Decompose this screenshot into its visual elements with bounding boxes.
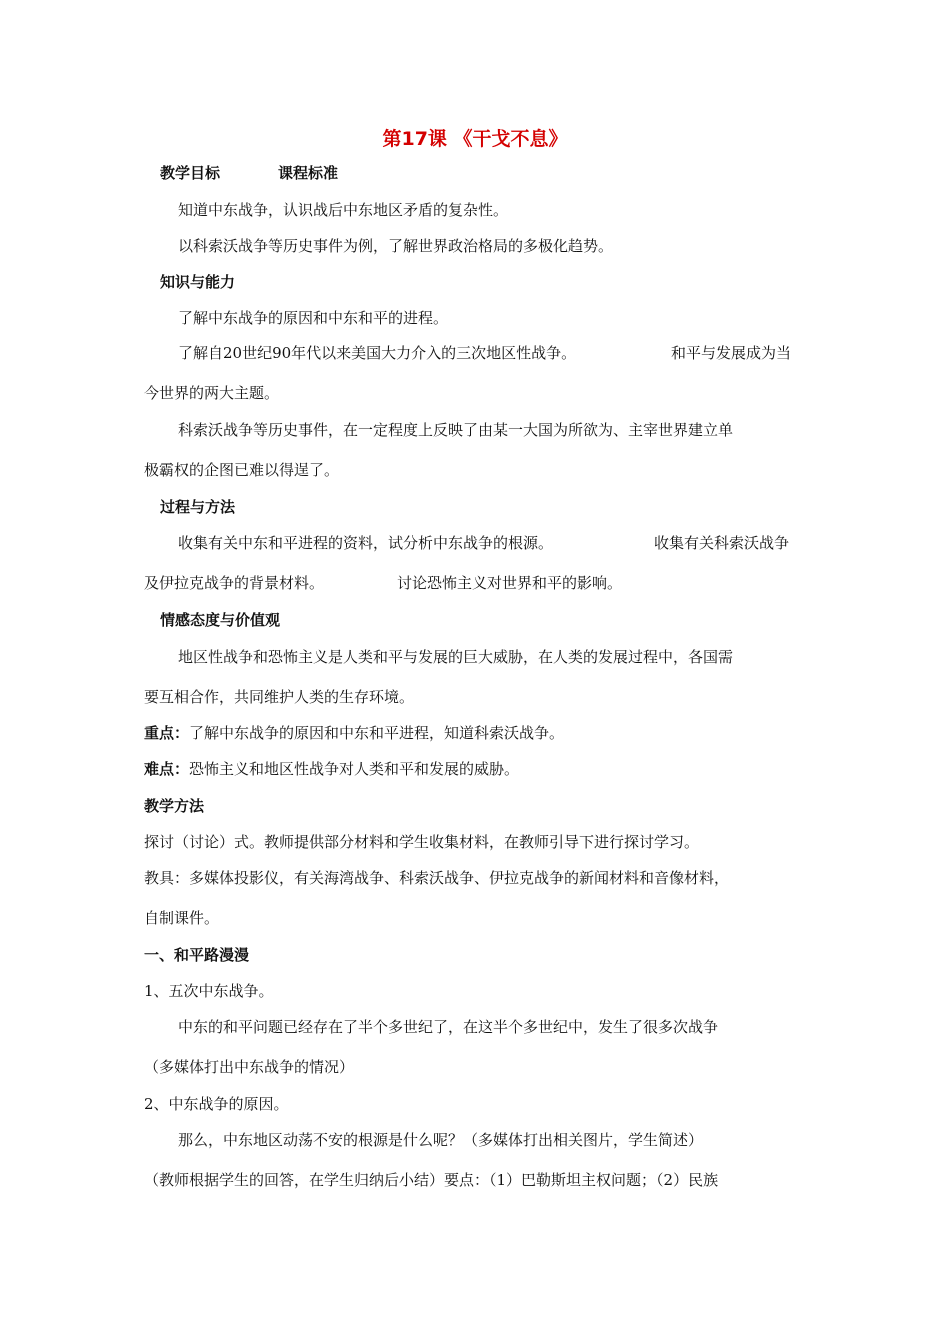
section1-heading: 一、和平路漫漫	[144, 946, 250, 964]
knowledge-p1: 了解中东战争的原因和中东和平的进程。	[178, 309, 449, 327]
method-p2a: 教具：多媒体投影仪，有关海湾战争、科索沃战争、伊拉克战争的新闻材料和音像材料，	[144, 869, 730, 887]
key-point-label: 重点：	[144, 724, 190, 742]
section1-item2-p2: （教师根据学生的回答，在学生归纳后小结）要点：（1）巴勒斯坦主权问题；（2）民族	[144, 1171, 719, 1189]
standard-line-2: 以科索沃战争等历史事件为例，了解世界政治格局的多极化趋势。	[178, 237, 614, 255]
attitude-p1a: 地区性战争和恐怖主义是人类和平与发展的巨大威胁，在人类的发展过程中，各国需	[178, 648, 734, 666]
process-p1b: 收集有关科索沃战争	[654, 534, 790, 552]
section1-item1: 1、五次中东战争。	[144, 982, 274, 1000]
difficulty-label: 难点：	[144, 760, 190, 778]
knowledge-heading: 知识与能力	[160, 273, 236, 291]
lesson-title: 第17课 《干戈不息》	[382, 128, 568, 150]
knowledge-p2c: 今世界的两大主题。	[144, 384, 280, 402]
method-p2b: 自制课件。	[144, 909, 220, 927]
standard-line-1: 知道中东战争，认识战后中东地区矛盾的复杂性。	[178, 201, 509, 219]
process-p1c: 及伊拉克战争的背景材料。	[144, 574, 325, 592]
process-p1a: 收集有关中东和平进程的资料，试分析中东战争的根源。	[178, 534, 554, 552]
knowledge-p3b: 极霸权的企图已难以得逞了。	[144, 461, 340, 479]
knowledge-p2b: 和平与发展成为当	[671, 344, 792, 362]
knowledge-p2a: 了解自20世纪90年代以来美国大力介入的三次地区性战争。	[178, 344, 577, 362]
standards-label: 课程标准	[278, 164, 339, 182]
process-heading: 过程与方法	[160, 498, 236, 516]
section1-item2-p1: 那么，中东地区动荡不安的根源是什么呢？（多媒体打出相关图片，学生简述）	[178, 1131, 704, 1149]
difficulty-text: 恐怖主义和地区性战争对人类和平和发展的威胁。	[189, 760, 520, 778]
section1-item1-p1: 中东的和平问题已经存在了半个多世纪了，在这半个多世纪中，发生了很多次战争	[178, 1018, 719, 1036]
method-p1: 探讨（讨论）式。教师提供部分材料和学生收集材料，在教师引导下进行探讨学习。	[144, 833, 700, 851]
objectives-label: 教学目标	[160, 164, 221, 182]
key-point	[144, 723, 564, 743]
key-point-text: 了解中东战争的原因和中东和平进程，知道科索沃战争。	[189, 724, 565, 742]
method-heading: 教学方法	[144, 797, 205, 815]
process-p1d: 讨论恐怖主义对世界和平的影响。	[397, 574, 623, 592]
section1-item1-p2: （多媒体打出中东战争的情况）	[144, 1058, 355, 1076]
attitude-p1b: 要互相合作，共同维护人类的生存环境。	[144, 688, 415, 706]
difficulty	[144, 759, 519, 779]
section1-item2: 2、中东战争的原因。	[144, 1095, 289, 1113]
attitude-heading: 情感态度与价值观	[160, 611, 281, 629]
knowledge-p3a: 科索沃战争等历史事件，在一定程度上反映了由某一大国为所欲为、主宰世界建立单	[178, 421, 734, 439]
